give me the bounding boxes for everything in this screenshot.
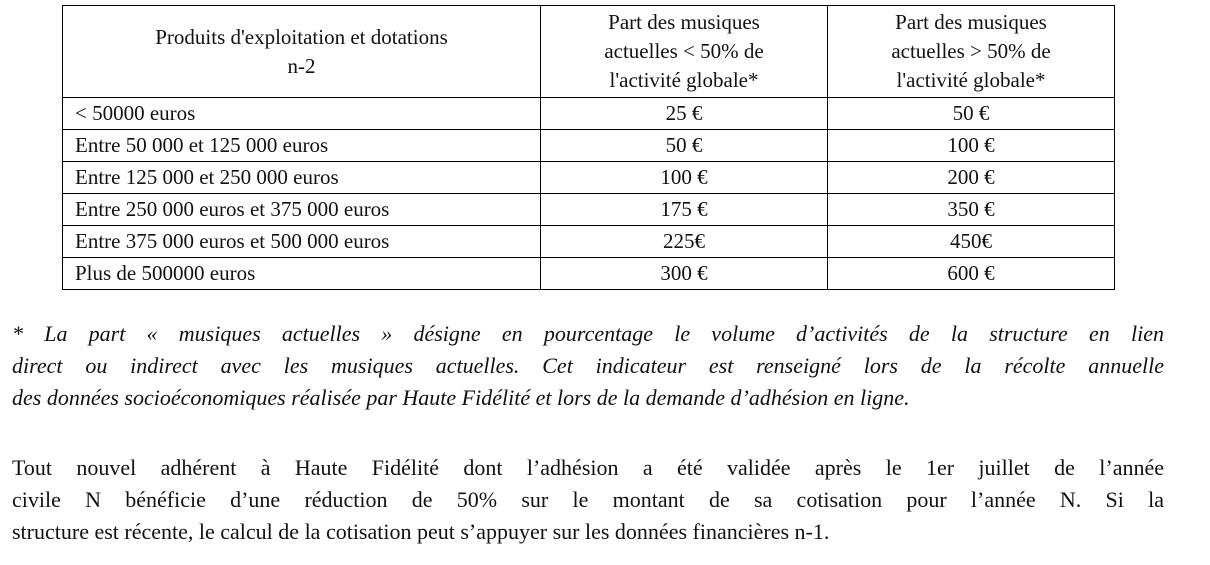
table-row — [63, 258, 1115, 290]
revenue-range-cell: Plus de 500000 euros — [63, 258, 541, 290]
low-share-fee-cell: 25 € — [541, 98, 828, 130]
table-row — [63, 226, 1115, 258]
membership-note — [12, 452, 1164, 548]
membership-note-line: Tout nouvel adhérent à Haute Fidélité dont l’adhésion a été validée après le 1er juillet de l’année — [12, 455, 1164, 480]
table-row — [63, 162, 1115, 194]
footnote-line: direct ou indirect avec les musiques actuelles. Cet indicateur est renseigné lors de la récolte annuelle — [12, 353, 1164, 378]
header-high-share — [828, 6, 1115, 98]
low-share-fee-cell: 100 € — [541, 162, 828, 194]
high-share-fee-cell: 600 € — [828, 258, 1115, 290]
header-revenue-range-line: n-2 — [287, 53, 316, 78]
table-row — [63, 130, 1115, 162]
low-share-fee-cell: 300 € — [541, 258, 828, 290]
header-high-share-line: actuelles > 50% de — [891, 39, 1051, 63]
revenue-range-cell: Entre 50 000 et 125 000 euros — [63, 130, 541, 162]
header-revenue-range-line: Produits d'exploitation et dotations — [155, 24, 448, 49]
high-share-fee-cell: 450€ — [828, 226, 1115, 258]
revenue-range-cell: < 50000 euros — [63, 98, 541, 130]
table-row — [63, 98, 1115, 130]
high-share-fee-cell: 350 € — [828, 194, 1115, 226]
header-row — [63, 6, 1115, 98]
header-low-share-line: actuelles < 50% de — [604, 39, 764, 63]
low-share-fee-cell: 175 € — [541, 194, 828, 226]
revenue-range-cell: Entre 375 000 euros et 500 000 euros — [63, 226, 541, 258]
footnote-line: * La part « musiques actuelles » désigne en pourcentage le volume d’activités de la structure en lien — [12, 321, 1164, 346]
high-share-fee-cell: 200 € — [828, 162, 1115, 194]
header-high-share-line: l'activité globale* — [896, 68, 1046, 92]
fee-table — [62, 5, 1115, 290]
membership-note-line: structure est récente, le calcul de la cotisation peut s’appuyer sur les données financières n-1. — [12, 519, 830, 544]
high-share-fee-cell: 50 € — [828, 98, 1115, 130]
footnote-line: des données socioéconomiques réalisée par Haute Fidélité et lors de la demande d’adhésion en ligne. — [12, 385, 910, 410]
header-low-share — [541, 6, 828, 98]
low-share-fee-cell: 225€ — [541, 226, 828, 258]
footnote — [12, 318, 1164, 414]
fee-table-body — [63, 98, 1115, 290]
header-low-share-line: Part des musiques — [608, 10, 760, 34]
high-share-fee-cell: 100 € — [828, 130, 1115, 162]
revenue-range-cell: Entre 125 000 et 250 000 euros — [63, 162, 541, 194]
header-revenue-range — [63, 6, 541, 98]
membership-note-line: civile N bénéficie d’une réduction de 50% sur le montant de sa cotisation pour l’année N. Si la — [12, 487, 1164, 512]
revenue-range-cell: Entre 250 000 euros et 375 000 euros — [63, 194, 541, 226]
header-low-share-line: l'activité globale* — [609, 68, 759, 92]
header-high-share-line: Part des musiques — [895, 10, 1047, 34]
low-share-fee-cell: 50 € — [541, 130, 828, 162]
fee-table-header — [63, 6, 1115, 98]
table-row — [63, 194, 1115, 226]
